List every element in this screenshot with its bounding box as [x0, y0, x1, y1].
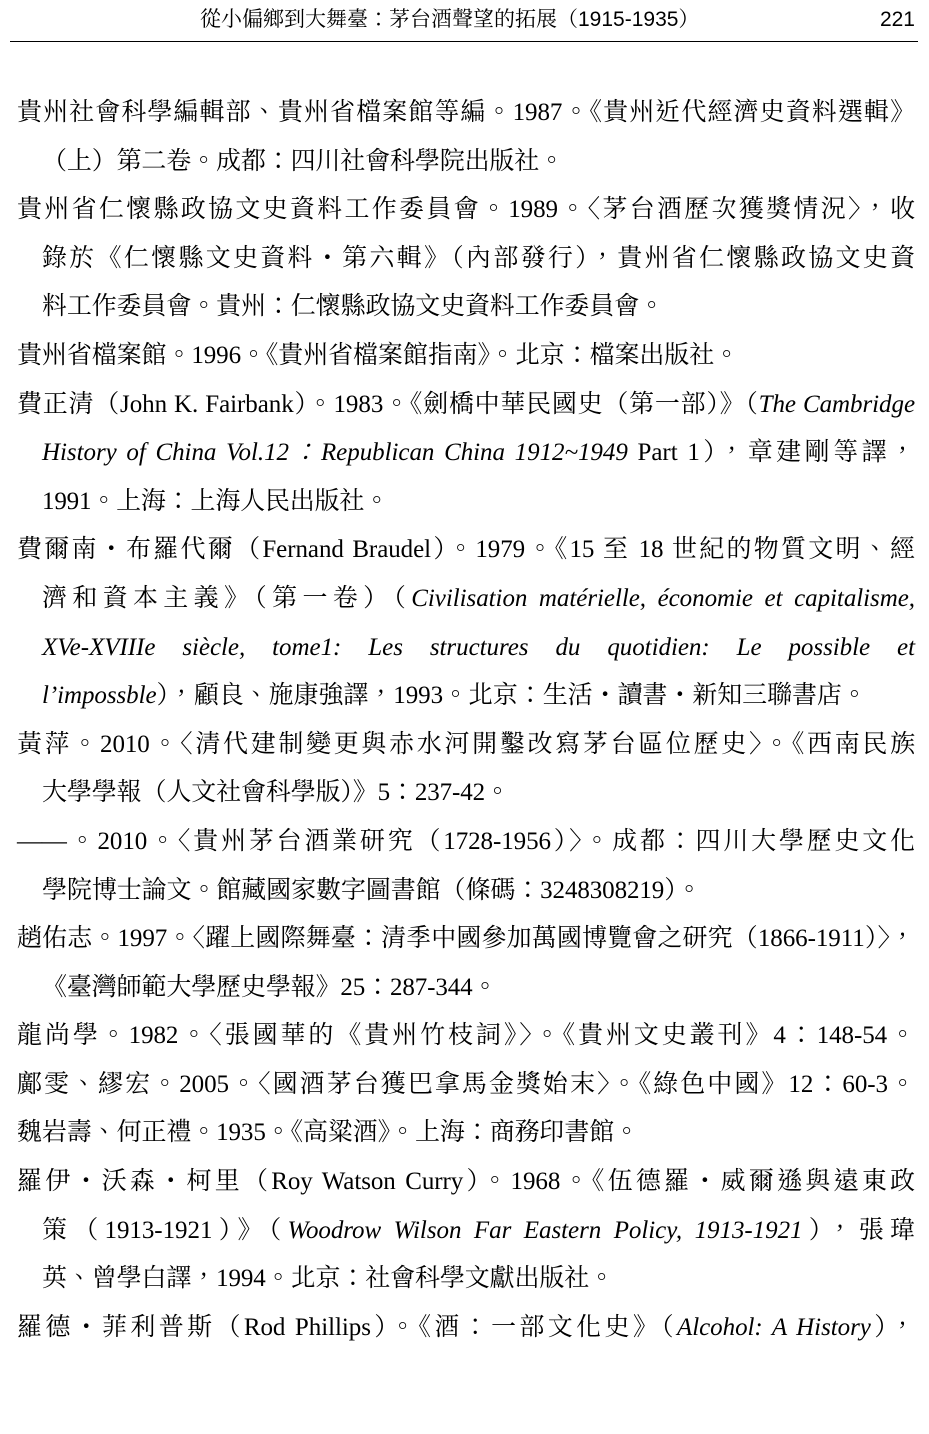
- reference-text: 策（1913-1921）》（: [42, 1216, 288, 1244]
- reference-text: 羅德・菲利普斯（Rod Phillips）。《酒：一部文化史》（: [17, 1313, 678, 1341]
- reference-line: 貴州省檔案館。1996。《貴州省檔案館指南》。北京：檔案出版社。: [17, 341, 740, 369]
- reference-line: [42, 429, 915, 478]
- reference-entry: [17, 818, 915, 915]
- reference-entry: [17, 381, 915, 527]
- reference-text: Part 1），章建剛等譯，: [627, 439, 915, 467]
- reference-line: 貴州社會科學編輯部、貴州省檔案館等編。1987。《貴州近代經濟史資料選輯》: [17, 99, 915, 126]
- english-title: Alcohol: A History: [677, 1313, 871, 1341]
- reference-entry: [17, 526, 915, 720]
- english-title: Civilisation matérielle, économie et capitalisme,: [411, 584, 915, 612]
- reference-line: 龍尚學。1982。〈張國華的《貴州竹枝詞》〉。《貴州文史叢刊》4：148-54。: [17, 1022, 915, 1050]
- reference-list: [17, 89, 915, 1352]
- reference-entry: [17, 1061, 915, 1110]
- running-title: 從小偏鄉到大舞臺：茅台酒聲望的拓展（1915-1935）: [200, 8, 700, 31]
- reference-entry: [17, 1304, 915, 1353]
- reference-text: 濟和資本主義》（第一卷）（: [42, 584, 412, 612]
- english-title: History of China Vol.12：Republican China 1912~1949: [42, 439, 628, 467]
- reference-line: XVe-XVIIIe siècle, tome1: Les structures du quotidien: Le possible et: [42, 633, 915, 661]
- reference-line: 鄺雯、繆宏。2005。〈國酒茅台獲巴拿馬金獎始末〉。《綠色中國》12：60-3。: [17, 1070, 915, 1098]
- reference-entry: [17, 1012, 915, 1061]
- header-rule: [10, 41, 918, 42]
- reference-line: 黃萍。2010。〈清代建制變更與赤水河開鑿改寫茅台區位歷史〉。《西南民族: [17, 730, 915, 758]
- reference-entry: [17, 1109, 915, 1158]
- reference-line: 1991。上海：上海人民出版社。: [42, 487, 390, 515]
- reference-entry: [17, 186, 915, 332]
- reference-entry: [17, 915, 915, 1012]
- reference-line: ——。2010。〈貴州茅台酒業研究（1728-1956）〉。成都：四川大學歷史文化: [17, 827, 915, 855]
- reference-line: [17, 381, 915, 430]
- reference-entry: [17, 332, 915, 381]
- reference-line: 學院博士論文。館藏國家數字圖書館（條碼：3248308219）。: [42, 876, 702, 904]
- reference-text: ），顧良、施康強譯，1993。北京：生活・讀書・新知三聯書店。: [156, 682, 867, 710]
- page-number: 221: [879, 8, 915, 31]
- reference-line: 《臺灣師範大學歷史學報》25：287-344。: [42, 973, 498, 1001]
- reference-line: 料工作委員會。貴州：仁懷縣政協文史資料工作委員會。: [42, 293, 665, 321]
- english-title: The Cambridge: [758, 390, 915, 418]
- reference-line: [17, 1304, 915, 1353]
- reference-text: ），: [870, 1313, 916, 1341]
- reference-text: 費正清（John K. Fairbank）。1983。《劍橋中華民國史（第一部）》（: [17, 390, 759, 418]
- reference-entry: [17, 1158, 915, 1304]
- english-title: l’impossble: [42, 682, 157, 710]
- reference-line: [42, 672, 915, 721]
- reference-line: 魏岩壽、何正禮。1935。《高粱酒》。上海：商務印書館。: [17, 1119, 640, 1147]
- reference-line: 趙佑志。1997。〈躍上國際舞臺：清季中國參加萬國博覽會之研究（1866-1911）〉，: [17, 925, 915, 953]
- reference-line: 英、曾學白譯，1994。北京：社會科學文獻出版社。: [42, 1265, 615, 1293]
- reference-line: 錄於《仁懷縣文史資料・第六輯》（內部發行），貴州省仁懷縣政協文史資: [42, 244, 915, 272]
- reference-line: 貴州省仁懷縣政協文史資料工作委員會。1989。〈茅台酒歷次獲獎情況〉，收: [17, 196, 915, 224]
- reference-line: [42, 575, 915, 624]
- english-title: Woodrow Wilson Far Eastern Policy, 1913-1921: [287, 1216, 803, 1244]
- reference-line: 大學學報（人文社會科學版）》5：237-42。: [42, 779, 510, 807]
- reference-line: 費爾南・布羅代爾（Fernand Braudel）。1979。《15 至 18 世紀的物質文明、經: [17, 536, 915, 564]
- reference-entry: [17, 89, 915, 186]
- reference-line: （上）第二卷。成都：四川社會科學院出版社。: [42, 147, 565, 175]
- reference-line: [42, 1207, 915, 1256]
- reference-line: 羅伊・沃森・柯里（Roy Watson Curry）。1968。《伍德羅・威爾遜與遠東政: [17, 1168, 915, 1196]
- reference-entry: [17, 721, 915, 818]
- reference-text: ），張瑋: [802, 1216, 916, 1244]
